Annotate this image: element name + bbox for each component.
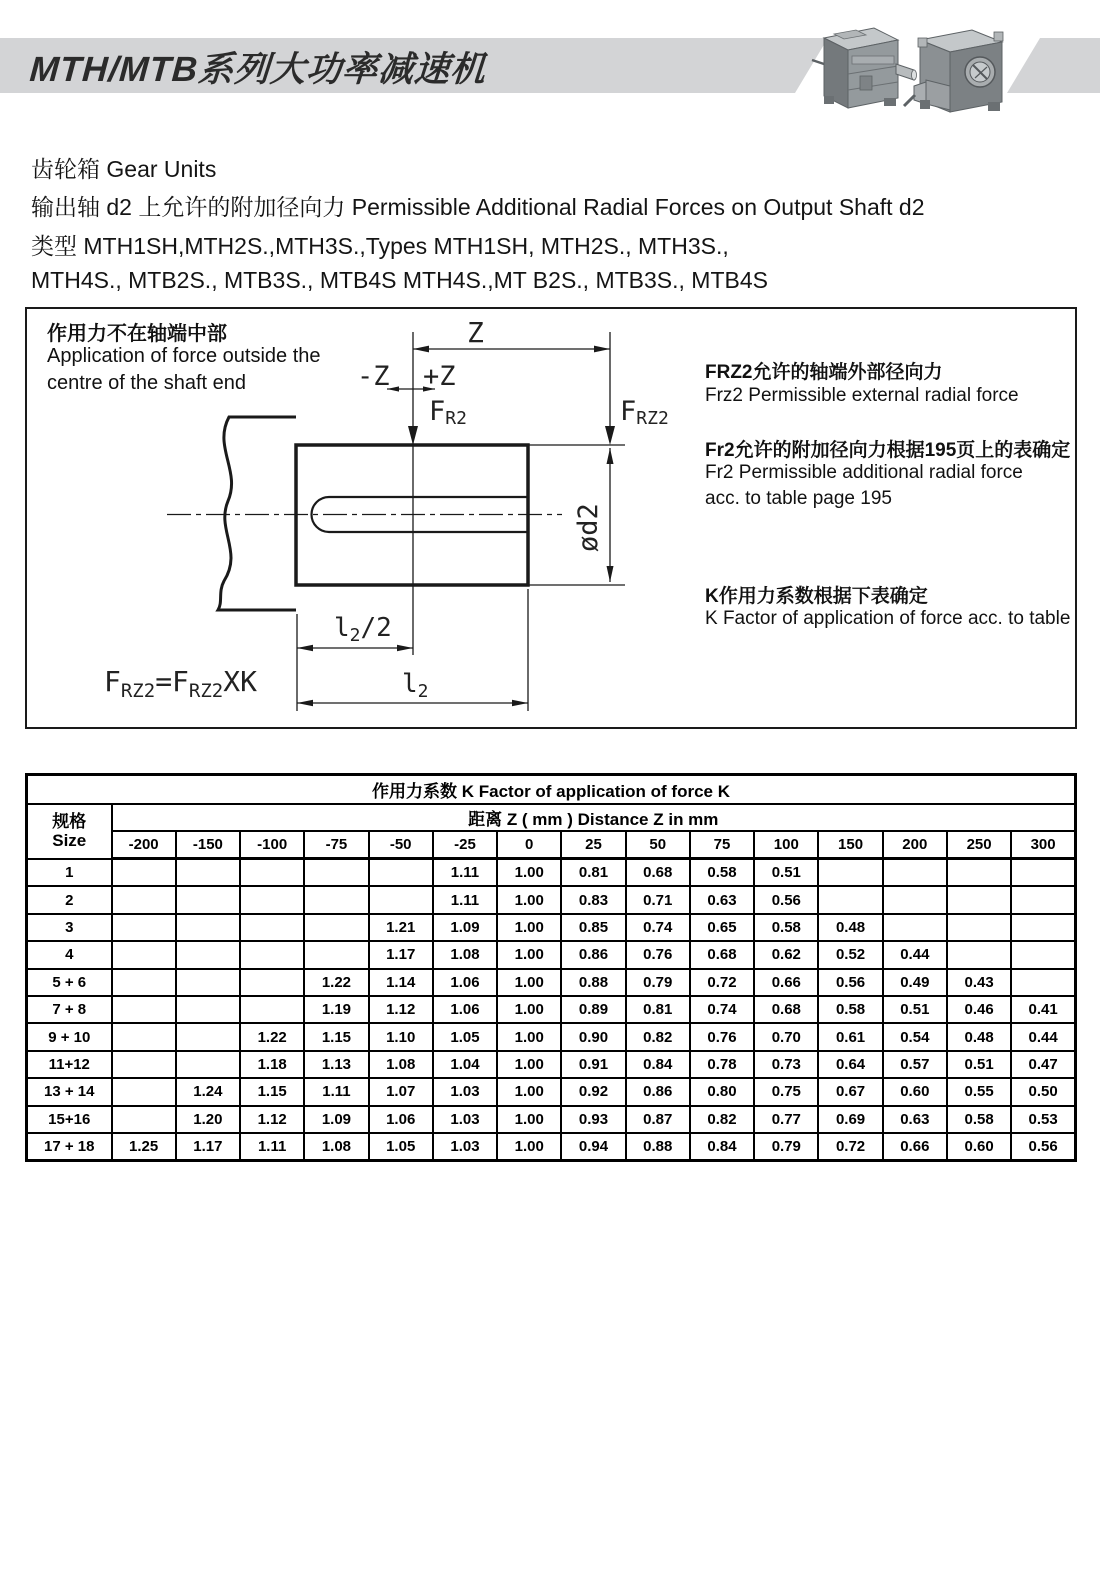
intro-types-line2: MTH4S., MTB2S., MTB3S., MTB4S MTH4S.,MT B2S., MTB3S., MTB4S (31, 267, 768, 293)
note-fr2-zh: Fr2允许的附加径向力根据195页上的表确定 (705, 440, 1071, 461)
k-value-cell: 0.58 (947, 1106, 1011, 1133)
k-value-cell (818, 886, 882, 913)
k-value-cell: 1.17 (176, 1133, 240, 1161)
table-title: 作用力系数 K Factor of application of force K (27, 775, 1076, 805)
k-value-cell: 1.10 (369, 1023, 433, 1050)
k-value-cell (112, 941, 176, 968)
k-value-cell (947, 859, 1011, 887)
k-value-cell: 0.73 (754, 1051, 818, 1078)
diagram-caption-en-line1: Application of force outside the (47, 345, 321, 367)
k-value-cell: 0.79 (626, 969, 690, 996)
k-value-cell: 0.61 (818, 1023, 882, 1050)
k-value-cell: 0.67 (818, 1078, 882, 1105)
k-value-cell: 0.86 (561, 941, 625, 968)
k-value-cell: 1.06 (433, 996, 497, 1023)
k-value-cell: 0.63 (883, 1106, 947, 1133)
k-value-cell: 0.75 (754, 1078, 818, 1105)
k-value-cell: 0.86 (626, 1078, 690, 1105)
force-diagram-panel (25, 307, 1077, 729)
k-value-cell: 1.00 (497, 914, 561, 941)
k-value-cell: 1.15 (240, 1078, 304, 1105)
k-value-cell: 0.87 (626, 1106, 690, 1133)
k-value-cell: 0.94 (561, 1133, 625, 1161)
k-value-cell: 1.25 (112, 1133, 176, 1161)
machine-wall (218, 417, 296, 610)
label-formula: $F_{RZ2}=F_{RZ2}XK$ (104, 665, 257, 702)
k-value-cell: 0.66 (754, 969, 818, 996)
table-row (27, 969, 1076, 996)
k-value-cell: 0.69 (818, 1106, 882, 1133)
k-value-cell: 0.58 (818, 996, 882, 1023)
k-value-cell (176, 996, 240, 1023)
table-row (27, 1133, 1076, 1161)
k-value-cell: 0.57 (883, 1051, 947, 1078)
page-title: MTH/MTB系列大功率减速机 (28, 50, 488, 89)
k-value-cell: 0.93 (561, 1106, 625, 1133)
k-value-cell: 0.51 (754, 859, 818, 887)
k-value-cell: 1.00 (497, 1106, 561, 1133)
k-value-cell: 0.81 (561, 859, 625, 887)
k-value-cell: 0.91 (561, 1051, 625, 1078)
distance-header: 距离 Z ( mm ) Distance Z in mm (112, 804, 1076, 831)
note-kfactor-zh: K作用力系数根据下表确定 (705, 586, 928, 607)
k-value-cell (304, 941, 368, 968)
gearbox-image-1 (812, 28, 917, 108)
k-value-cell (240, 941, 304, 968)
k-value-cell (112, 914, 176, 941)
k-value-cell: 0.79 (754, 1133, 818, 1161)
size-cell: 11+12 (27, 1051, 112, 1078)
k-value-cell: 0.82 (690, 1106, 754, 1133)
table-row (27, 1078, 1076, 1105)
table-row (27, 996, 1076, 1023)
z-distance-column-header: -200 (112, 831, 176, 859)
intro-gear-units: 齿轮箱 Gear Units (31, 156, 217, 182)
k-value-cell: 1.11 (240, 1133, 304, 1161)
k-value-cell (176, 886, 240, 913)
z-distance-column-header: 300 (1011, 831, 1075, 859)
z-distance-column-header: 0 (497, 831, 561, 859)
k-value-cell: 1.24 (176, 1078, 240, 1105)
k-value-cell: 1.03 (433, 1106, 497, 1133)
k-value-cell: 1.00 (497, 1051, 561, 1078)
k-value-cell: 1.22 (240, 1023, 304, 1050)
k-value-cell: 1.14 (369, 969, 433, 996)
k-value-cell: 0.88 (561, 969, 625, 996)
note-fr2-en-line2: acc. to table page 195 (705, 488, 892, 509)
k-value-cell: 0.48 (818, 914, 882, 941)
k-value-cell: 0.68 (626, 859, 690, 887)
k-value-cell: 1.13 (304, 1051, 368, 1078)
label-l2-half: l2/2 (334, 613, 392, 646)
note-frz2-zh: FRZ2允许的轴端外部径向力 (705, 362, 943, 383)
z-distance-column-header: -75 (304, 831, 368, 859)
table-row (27, 859, 1076, 887)
k-value-cell: 0.48 (947, 1023, 1011, 1050)
k-value-cell: 1.00 (497, 996, 561, 1023)
label-frz2: FRZ2 (620, 396, 669, 429)
k-value-cell: 0.43 (947, 969, 1011, 996)
z-distance-column-header: -100 (240, 831, 304, 859)
k-value-cell (947, 941, 1011, 968)
k-value-cell: 0.72 (818, 1133, 882, 1161)
k-value-cell: 1.00 (497, 969, 561, 996)
k-value-cell: 0.83 (561, 886, 625, 913)
z-distance-column-header: 50 (626, 831, 690, 859)
k-value-cell: 0.92 (561, 1078, 625, 1105)
label-minus-z: -Z (357, 361, 390, 392)
k-value-cell: 1.08 (304, 1133, 368, 1161)
diagram-caption-zh: 作用力不在轴端中部 (47, 323, 227, 345)
k-value-cell: 0.66 (883, 1133, 947, 1161)
k-value-cell: 0.77 (754, 1106, 818, 1133)
size-cell: 15+16 (27, 1106, 112, 1133)
k-value-cell: 1.11 (433, 859, 497, 887)
k-value-cell: 0.68 (754, 996, 818, 1023)
k-value-cell: 0.51 (947, 1051, 1011, 1078)
z-distance-column-header: 75 (690, 831, 754, 859)
k-value-cell (1011, 859, 1075, 887)
k-value-cell: 0.76 (626, 941, 690, 968)
k-value-cell (369, 859, 433, 887)
k-value-cell: 0.54 (883, 1023, 947, 1050)
banner-band-right (1007, 38, 1100, 93)
size-header-zh: 规格 (52, 812, 87, 832)
k-value-cell: 1.06 (433, 969, 497, 996)
k-value-cell: 1.03 (433, 1133, 497, 1161)
k-value-cell (240, 969, 304, 996)
table-row (27, 1106, 1076, 1133)
note-kfactor-en: K Factor of application of force acc. to table (705, 608, 1071, 629)
k-value-cell (240, 859, 304, 887)
z-distance-column-header: 150 (818, 831, 882, 859)
k-value-cell: 0.52 (818, 941, 882, 968)
diagram-caption-en-line2: centre of the shaft end (47, 372, 247, 394)
k-value-cell: 0.46 (947, 996, 1011, 1023)
k-factor-table (25, 773, 1077, 1162)
k-value-cell: 0.80 (690, 1078, 754, 1105)
k-value-cell: 1.15 (304, 1023, 368, 1050)
k-value-cell (240, 886, 304, 913)
note-frz2-en: Frz2 Permissible external radial force (705, 385, 1019, 406)
k-value-cell: 0.85 (561, 914, 625, 941)
k-value-cell: 0.51 (883, 996, 947, 1023)
k-value-cell (176, 859, 240, 887)
k-value-cell: 0.81 (626, 996, 690, 1023)
label-plus-z: +Z (423, 361, 456, 392)
k-value-cell (112, 886, 176, 913)
k-value-cell: 0.41 (1011, 996, 1075, 1023)
k-value-cell: 1.00 (497, 941, 561, 968)
k-value-cell (1011, 969, 1075, 996)
k-value-cell: 0.68 (690, 941, 754, 968)
size-cell: 7 + 8 (27, 996, 112, 1023)
k-value-cell (947, 886, 1011, 913)
k-value-cell: 1.11 (433, 886, 497, 913)
table-row (27, 914, 1076, 941)
k-value-cell: 0.56 (1011, 1133, 1075, 1161)
size-cell: 13 + 14 (27, 1078, 112, 1105)
k-value-cell: 0.44 (1011, 1023, 1075, 1050)
k-value-cell: 1.00 (497, 1023, 561, 1050)
k-value-cell: 0.64 (818, 1051, 882, 1078)
k-value-cell (112, 1078, 176, 1105)
k-value-cell (1011, 914, 1075, 941)
k-value-cell: 0.71 (626, 886, 690, 913)
z-distance-column-header: -150 (176, 831, 240, 859)
k-value-cell: 0.63 (690, 886, 754, 913)
k-value-cell: 0.90 (561, 1023, 625, 1050)
k-value-cell (240, 914, 304, 941)
z-distance-column-header: 200 (883, 831, 947, 859)
k-value-cell (112, 969, 176, 996)
k-value-cell: 1.00 (497, 859, 561, 887)
k-value-cell: 0.76 (690, 1023, 754, 1050)
label-l2: l2 (402, 669, 429, 702)
k-value-cell: 1.00 (497, 886, 561, 913)
label-od2: ød2 (573, 503, 604, 552)
k-value-cell: 0.47 (1011, 1051, 1075, 1078)
k-value-cell: 0.72 (690, 969, 754, 996)
k-value-cell (112, 996, 176, 1023)
k-value-cell: 1.07 (369, 1078, 433, 1105)
k-value-cell: 0.60 (883, 1078, 947, 1105)
table-row (27, 941, 1076, 968)
k-value-cell: 1.05 (433, 1023, 497, 1050)
k-value-cell: 1.17 (369, 941, 433, 968)
z-distance-column-header: 100 (754, 831, 818, 859)
k-value-cell: 1.04 (433, 1051, 497, 1078)
k-value-cell: 1.00 (497, 1133, 561, 1161)
size-cell: 3 (27, 914, 112, 941)
k-factor-table-grid (25, 773, 1077, 1162)
size-cell: 5 + 6 (27, 969, 112, 996)
k-value-cell: 1.22 (304, 969, 368, 996)
k-value-cell (176, 941, 240, 968)
z-distance-column-header: -25 (433, 831, 497, 859)
k-value-cell: 0.56 (754, 886, 818, 913)
size-cell: 9 + 10 (27, 1023, 112, 1050)
k-value-cell: 1.11 (304, 1078, 368, 1105)
k-value-cell (112, 1023, 176, 1050)
k-value-cell: 0.55 (947, 1078, 1011, 1105)
k-value-cell (883, 859, 947, 887)
k-value-cell: 1.19 (304, 996, 368, 1023)
note-fr2-en-line1: Fr2 Permissible additional radial force (705, 462, 1023, 483)
k-value-cell: 1.08 (433, 941, 497, 968)
k-value-cell: 1.03 (433, 1078, 497, 1105)
k-value-cell: 0.70 (754, 1023, 818, 1050)
k-value-cell: 0.60 (947, 1133, 1011, 1161)
k-value-cell: 1.09 (433, 914, 497, 941)
k-value-cell (369, 886, 433, 913)
size-cell: 17 + 18 (27, 1133, 112, 1161)
k-value-cell: 1.05 (369, 1133, 433, 1161)
k-value-cell: 1.18 (240, 1051, 304, 1078)
z-distance-column-header: 25 (561, 831, 625, 859)
k-value-cell (947, 914, 1011, 941)
k-value-cell: 1.06 (369, 1106, 433, 1133)
k-value-cell (176, 914, 240, 941)
k-value-cell: 0.78 (690, 1051, 754, 1078)
size-cell: 1 (27, 859, 112, 887)
k-value-cell: 0.49 (883, 969, 947, 996)
k-value-cell (883, 886, 947, 913)
label-z: Z (467, 316, 484, 349)
k-value-cell (304, 886, 368, 913)
k-value-cell: 0.74 (690, 996, 754, 1023)
size-header-en: Size (52, 831, 87, 851)
k-value-cell (304, 914, 368, 941)
table-row (27, 886, 1076, 913)
z-distance-column-header: 250 (947, 831, 1011, 859)
k-value-cell (304, 859, 368, 887)
z-distance-column-header: -50 (369, 831, 433, 859)
k-value-cell: 0.88 (626, 1133, 690, 1161)
k-value-cell: 0.53 (1011, 1106, 1075, 1133)
k-value-cell: 0.89 (561, 996, 625, 1023)
k-value-cell (112, 1051, 176, 1078)
k-value-cell: 1.12 (240, 1106, 304, 1133)
k-value-cell: 1.09 (304, 1106, 368, 1133)
size-cell: 2 (27, 886, 112, 913)
k-value-cell: 1.20 (176, 1106, 240, 1133)
k-value-cell: 1.12 (369, 996, 433, 1023)
label-fr2: FR2 (429, 396, 467, 429)
k-value-cell (240, 996, 304, 1023)
k-value-cell: 0.56 (818, 969, 882, 996)
size-cell: 4 (27, 941, 112, 968)
intro-types-line1: 类型 MTH1SH,MTH2S.,MTH3S.,Types MTH1SH, MTH2S., MTH3S., (31, 233, 729, 259)
k-value-cell (176, 1051, 240, 1078)
k-value-cell (818, 859, 882, 887)
k-value-cell: 1.08 (369, 1051, 433, 1078)
table-row (27, 1051, 1076, 1078)
k-value-cell: 1.00 (497, 1078, 561, 1105)
k-value-cell (112, 859, 176, 887)
k-value-cell: 0.62 (754, 941, 818, 968)
k-value-cell: 0.58 (690, 859, 754, 887)
k-value-cell: 0.65 (690, 914, 754, 941)
table-row (27, 1023, 1076, 1050)
k-value-cell (112, 1106, 176, 1133)
k-value-cell: 1.21 (369, 914, 433, 941)
k-value-cell (1011, 941, 1075, 968)
k-value-cell: 0.50 (1011, 1078, 1075, 1105)
k-value-cell (176, 1023, 240, 1050)
k-value-cell: 0.44 (883, 941, 947, 968)
gearbox-product-images (808, 16, 1012, 132)
intro-permissible-forces: 输出轴 d2 上允许的附加径向力 Permissible Additional Radial Forces on Output Shaft d2 (31, 194, 925, 220)
k-value-cell (883, 914, 947, 941)
gearbox-image-2 (904, 30, 1003, 112)
k-value-cell (1011, 886, 1075, 913)
k-value-cell: 0.84 (690, 1133, 754, 1161)
k-value-cell: 0.74 (626, 914, 690, 941)
k-value-cell: 0.84 (626, 1051, 690, 1078)
size-column-header (27, 804, 112, 859)
k-value-cell: 0.58 (754, 914, 818, 941)
k-value-cell: 0.82 (626, 1023, 690, 1050)
k-value-cell (176, 969, 240, 996)
